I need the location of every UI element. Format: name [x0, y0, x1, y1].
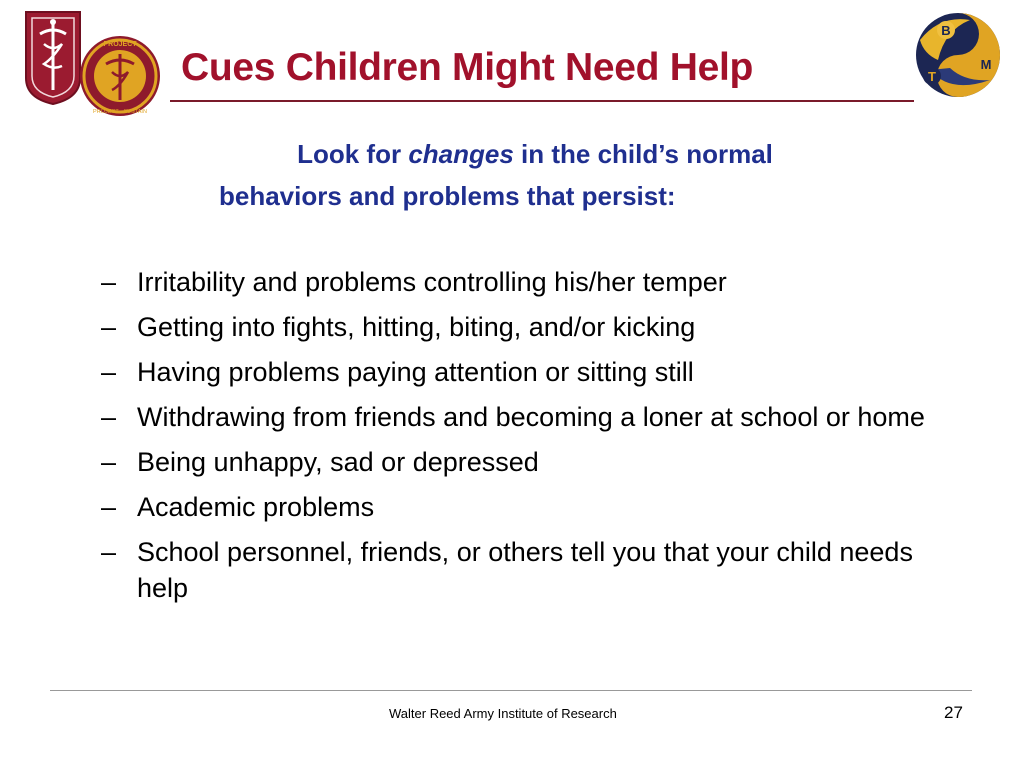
- list-item: [97, 309, 967, 345]
- list-item: [97, 399, 967, 435]
- bullet-text: Being unhappy, sad or depressed: [137, 447, 539, 477]
- list-item: [97, 534, 967, 606]
- logo-letter-t: T: [928, 69, 936, 84]
- bullet-text: Getting into fights, hitting, biting, and/or kicking: [137, 312, 696, 342]
- subtitle-emphasis: changes: [408, 139, 514, 169]
- list-item: [97, 354, 967, 390]
- logo-letter-b: B: [941, 23, 951, 38]
- dash-marker: –: [101, 447, 117, 477]
- bullet-text: School personnel, friends, or others tell you that your child needs help: [137, 537, 913, 603]
- badge-text-bottom: PROJECT · SUSTAIN: [93, 109, 147, 115]
- badge-text-top: PROJECT: [103, 41, 137, 48]
- caduceus-seal-icon: [22, 8, 84, 106]
- bullet-text: Irritability and problems controlling his/her temper: [137, 267, 727, 297]
- page-number: 27: [944, 703, 963, 722]
- bullet-text: Withdrawing from friends and becoming a loner at school or home: [137, 402, 925, 432]
- logo-letter-m: M: [980, 57, 992, 72]
- dash-marker: –: [101, 312, 117, 342]
- slide-subtitle: [150, 130, 920, 220]
- footer-organization: Walter Reed Army Institute of Research: [389, 706, 617, 721]
- footer-divider: [50, 690, 972, 691]
- bullet-text: Having problems paying attention or sitting still: [137, 357, 694, 387]
- dash-marker: –: [101, 537, 117, 567]
- subtitle-post: in the child’s normal: [513, 139, 773, 169]
- list-item: [97, 489, 967, 525]
- dash-marker: –: [101, 492, 117, 522]
- list-item: [97, 444, 967, 480]
- bullet-list: [97, 264, 967, 615]
- btm-yin-yang-icon: [910, 10, 1006, 100]
- subtitle-line-2: behaviors and problems that persist:: [219, 181, 676, 211]
- bullet-text: Academic problems: [137, 492, 375, 522]
- subtitle-pre: Look for: [297, 139, 409, 169]
- dash-marker: –: [101, 402, 117, 432]
- project-sustain-badge-icon: [78, 34, 162, 118]
- slide-title: Cues Children Might Need Help: [181, 46, 754, 89]
- dash-marker: –: [101, 357, 117, 387]
- title-underline: [170, 100, 914, 102]
- list-item: [97, 264, 967, 300]
- dash-marker: –: [101, 267, 117, 297]
